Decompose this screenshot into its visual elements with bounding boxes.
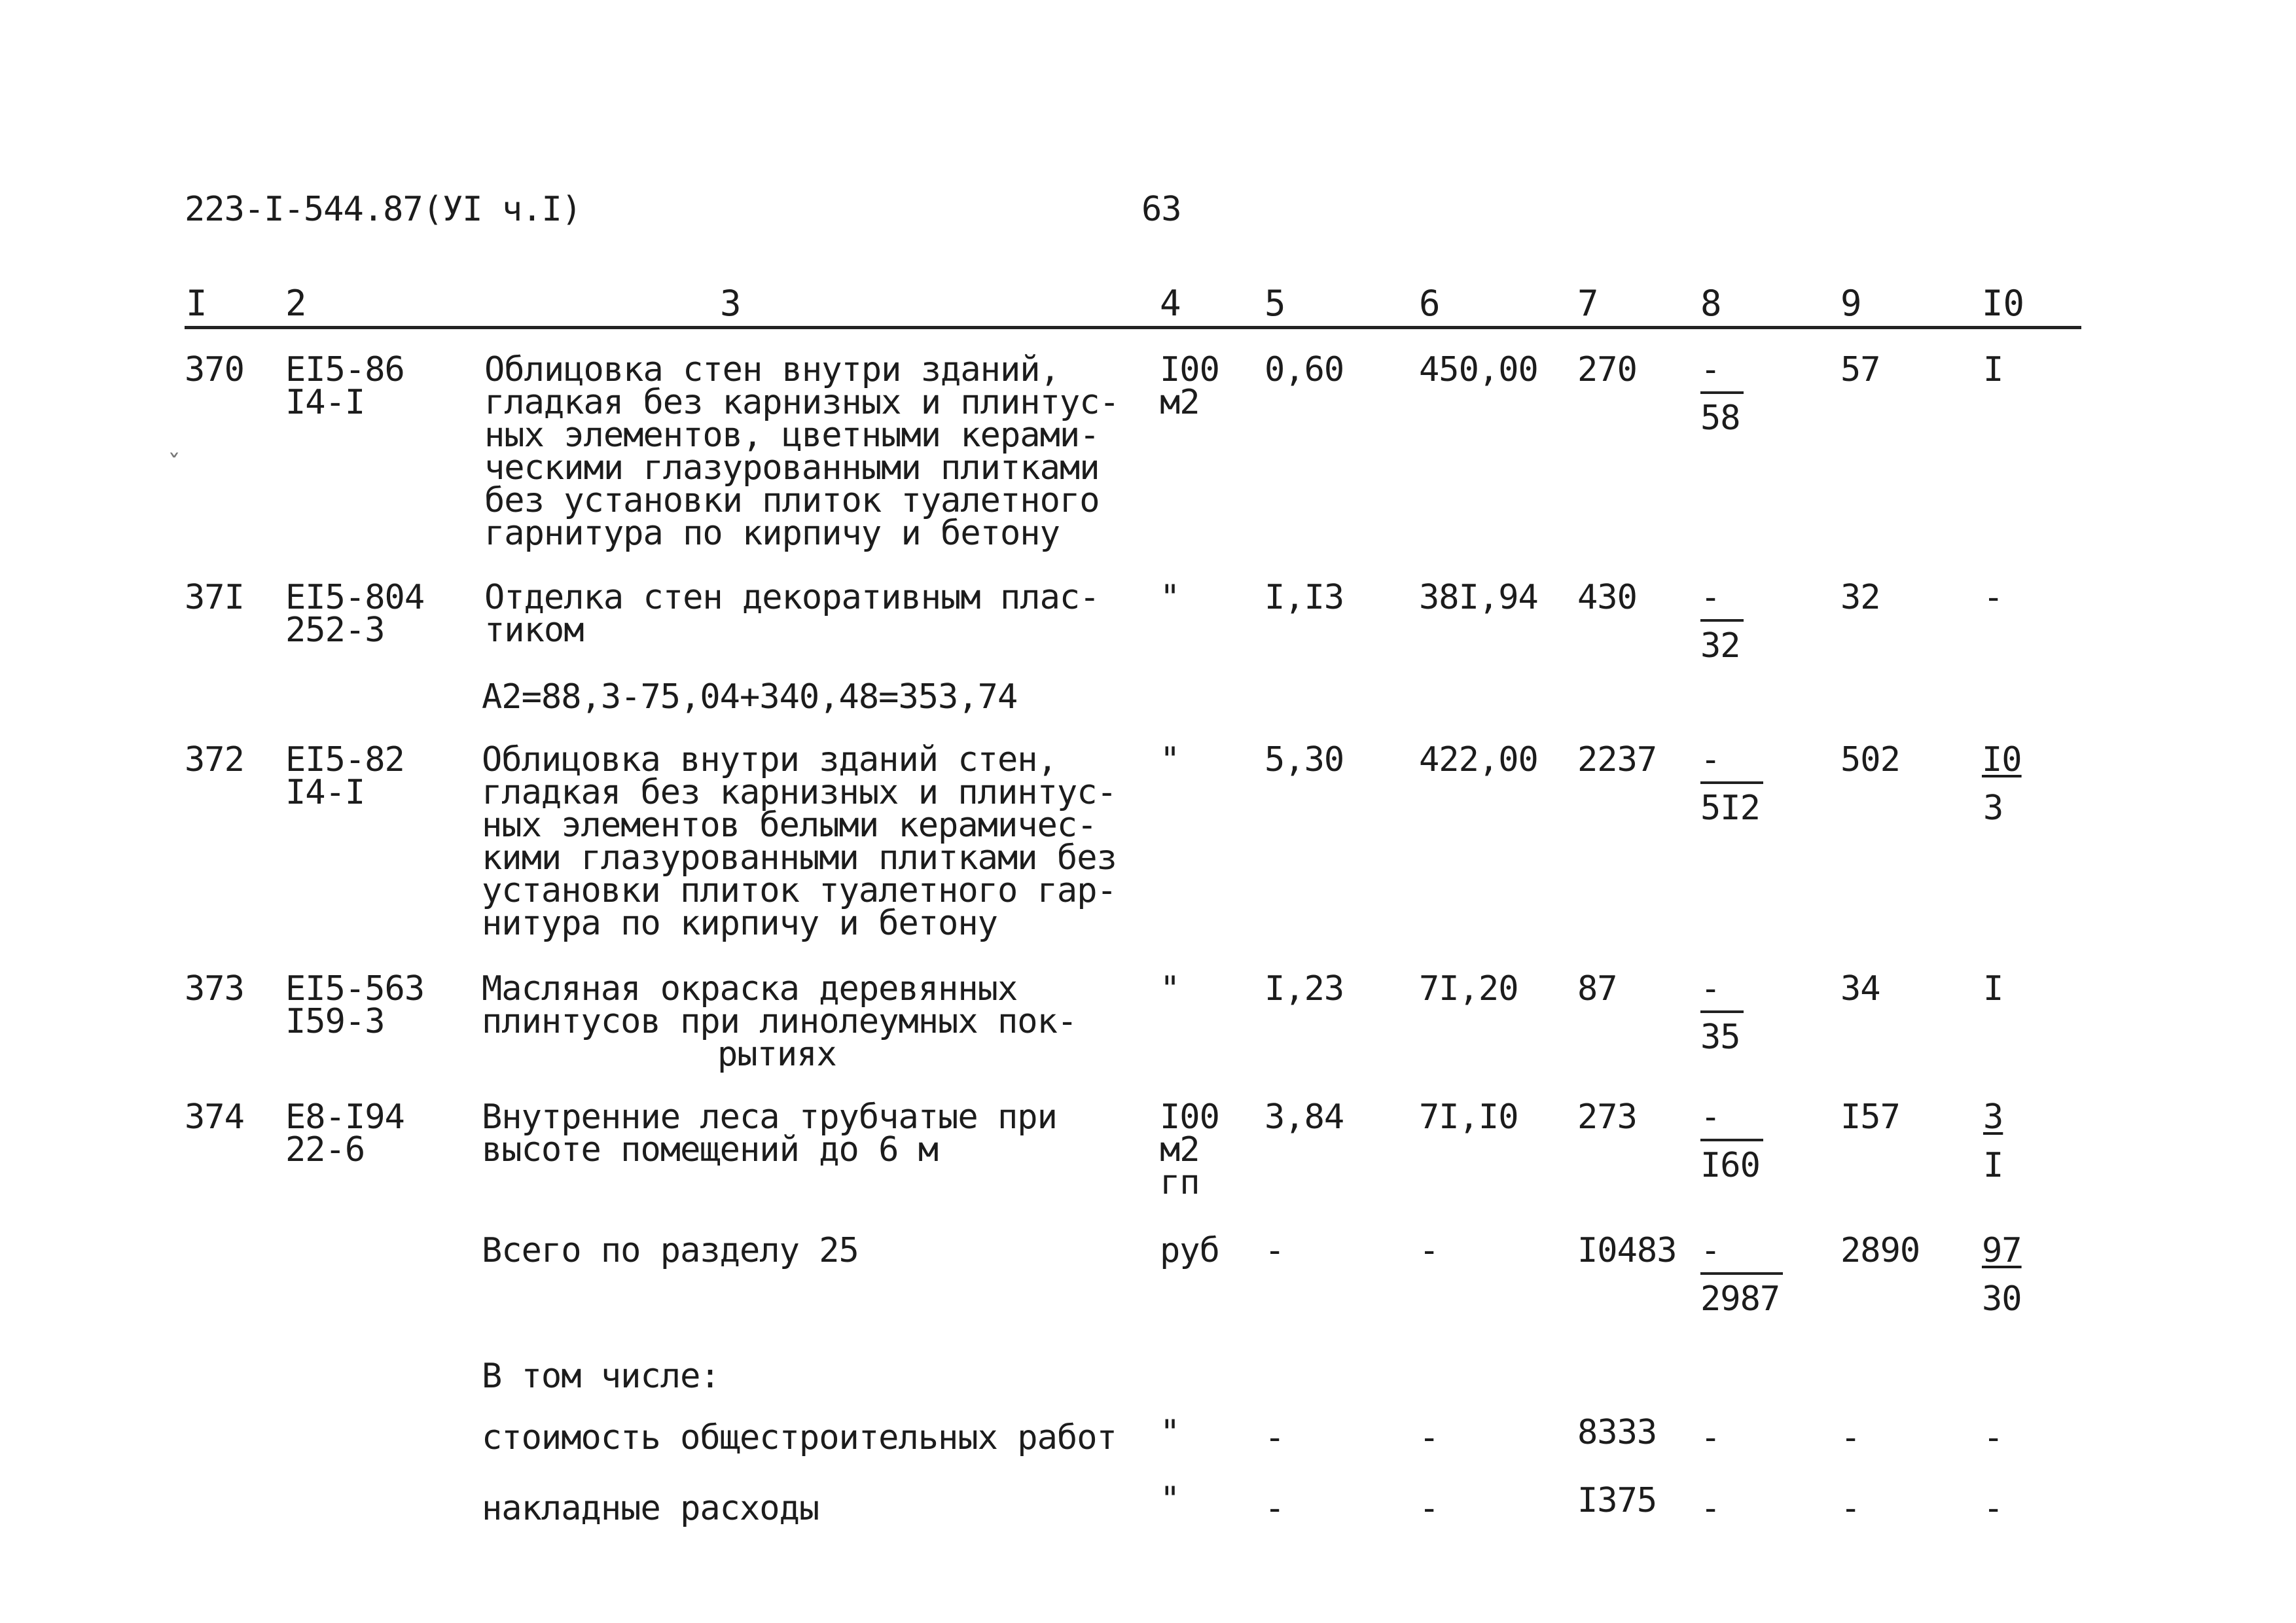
col9-value: 502	[1840, 740, 1900, 779]
quantity: 0,60	[1265, 350, 1344, 389]
sub-row-label: накладные расходы	[482, 1489, 819, 1528]
unit-price: 450,00	[1419, 350, 1538, 389]
col9-value: 34	[1840, 969, 1880, 1008]
column-header-9: 9	[1840, 283, 1862, 324]
rate-code: EI5-563 I59-3	[285, 969, 425, 1041]
work-description: Облицовка стен внутри зданий, гладкая без карнизных и плинтус- ных элементов, цветными керами- ческими глазурованными плитками без установки плиток туалетного гарнитура по кирпичу и бетону	[484, 350, 1119, 553]
col10-bottom: I	[1983, 1146, 2003, 1185]
col9-value: I57	[1840, 1097, 1900, 1137]
col10-top: I0	[1982, 740, 2022, 779]
col9-value: 57	[1840, 350, 1880, 389]
col8-top: -	[1700, 740, 1721, 779]
col8-top: -	[1700, 578, 1721, 617]
sub-row-total: I375	[1577, 1481, 1657, 1520]
column-header-10: I0	[1982, 283, 2025, 324]
rate-code: EI5-82 I4-I	[285, 740, 404, 812]
sub-row-quantity: -	[1265, 1489, 1285, 1528]
sub-row-price: -	[1419, 1489, 1439, 1528]
unit-ditto: "	[1160, 740, 1180, 779]
fraction-bar	[1700, 1272, 1783, 1275]
calculation-formula: A2=88,3-75,04+340,48=353,74	[482, 677, 1018, 717]
total-price: -	[1419, 1231, 1439, 1270]
col9-value: 2890	[1840, 1231, 1920, 1270]
fraction-bar	[1700, 619, 1744, 622]
margin-mark: ˇ	[166, 450, 183, 480]
work-description: Масляная окраска деревянных плинтусов при линолеумных пок- рытиях	[482, 969, 1077, 1074]
column-header-8: 8	[1700, 283, 1722, 324]
unit-price: 7I,20	[1419, 969, 1518, 1008]
rate-code: EI5-804 252-3	[285, 578, 425, 650]
total-cost: 273	[1577, 1097, 1637, 1137]
sub-row-col10: -	[1983, 1418, 2003, 1457]
col8-top: -	[1700, 350, 1721, 389]
document-code: 223-I-544.87(УI ч.I)	[185, 190, 582, 229]
work-description: Облицовка внутри зданий стен, гладкая без карнизных и плинтус- ных элементов белыми керамичес- кими глазурованными плитками без установки плиток туалетного гар- нитура по кирпичу и бетону	[482, 740, 1117, 943]
fraction-bar	[1700, 391, 1744, 394]
row-number: 370	[185, 350, 244, 389]
unit-price: 38I,94	[1419, 578, 1538, 617]
col10-value: I	[1983, 350, 2003, 389]
col8-top: -	[1700, 1231, 1721, 1270]
row-number: 37I	[185, 578, 244, 617]
unit-price: 422,00	[1419, 740, 1538, 779]
col9-value: 32	[1840, 578, 1880, 617]
fraction-bar	[1700, 1139, 1763, 1141]
column-header-1: I	[186, 283, 207, 324]
col10-top: 97	[1982, 1231, 2022, 1270]
unit: I00 м2	[1160, 350, 1219, 422]
sub-row-unit: "	[1160, 1413, 1180, 1452]
rate-code: EI5-86 I4-I	[285, 350, 404, 422]
unit-ditto: "	[1160, 578, 1180, 617]
total-cost: 270	[1577, 350, 1637, 389]
sub-row-quantity: -	[1265, 1418, 1285, 1457]
sub-row-price: -	[1419, 1418, 1439, 1457]
quantity: 3,84	[1265, 1097, 1344, 1137]
total-label: Всего по разделу 25	[482, 1231, 859, 1270]
total-quantity: -	[1265, 1231, 1285, 1270]
col8-bottom: I60	[1700, 1146, 1760, 1185]
quantity: I,23	[1265, 969, 1344, 1008]
col8-bottom: 2987	[1700, 1279, 1780, 1319]
sub-row-col8: -	[1700, 1489, 1721, 1528]
sub-row-col9: -	[1840, 1489, 1861, 1528]
unit-price: 7I,I0	[1419, 1097, 1518, 1137]
sub-row-total: 8333	[1577, 1413, 1657, 1452]
sub-row-col8: -	[1700, 1418, 1721, 1457]
col8-top: -	[1700, 969, 1721, 1008]
quantity: 5,30	[1265, 740, 1344, 779]
unit-ditto: "	[1160, 969, 1180, 1008]
column-header-4: 4	[1160, 283, 1181, 324]
rate-code: E8-I94 22-6	[285, 1097, 404, 1169]
work-description: Отделка стен декоративным плас- тиком	[484, 578, 1100, 650]
row-number: 372	[185, 740, 244, 779]
col8-bottom: 58	[1700, 399, 1740, 438]
col8-bottom: 35	[1700, 1018, 1740, 1057]
column-header-2: 2	[285, 283, 307, 324]
fraction-bar	[1700, 1010, 1744, 1013]
column-header-7: 7	[1577, 283, 1599, 324]
col8-bottom: 32	[1700, 626, 1740, 666]
total-cost: 2237	[1577, 740, 1657, 779]
header-rule	[185, 326, 2081, 329]
col10-bottom: 30	[1982, 1279, 2022, 1319]
sub-row-unit: "	[1160, 1480, 1180, 1519]
row-number: 374	[185, 1097, 244, 1137]
including-label: В том числе:	[482, 1357, 720, 1396]
sub-row-label: стоимость общестроительных работ	[482, 1418, 1117, 1457]
column-header-6: 6	[1419, 283, 1441, 324]
column-header-3: 3	[720, 283, 742, 324]
work-description: Внутренние леса трубчатые при высоте помещений до 6 м	[482, 1097, 1057, 1169]
total-unit: руб	[1160, 1231, 1219, 1270]
col8-top: -	[1700, 1097, 1721, 1137]
total-cost: 430	[1577, 578, 1637, 617]
sub-row-col10: -	[1983, 1489, 2003, 1528]
quantity: I,I3	[1265, 578, 1344, 617]
page-number: 63	[1141, 190, 1181, 229]
sub-row-col9: -	[1840, 1418, 1861, 1457]
fraction-bar	[1700, 781, 1763, 784]
col10-value: -	[1983, 578, 2003, 617]
col10-bottom: 3	[1983, 789, 2003, 828]
column-header-5: 5	[1265, 283, 1286, 324]
col10-top: 3	[1983, 1097, 2003, 1137]
col8-bottom: 5I2	[1700, 789, 1760, 828]
total-cost: I0483	[1577, 1231, 1677, 1270]
total-cost: 87	[1577, 969, 1617, 1008]
col10-value: I	[1983, 969, 2003, 1008]
row-number: 373	[185, 969, 244, 1008]
unit: I00 м2 гп	[1160, 1097, 1219, 1202]
